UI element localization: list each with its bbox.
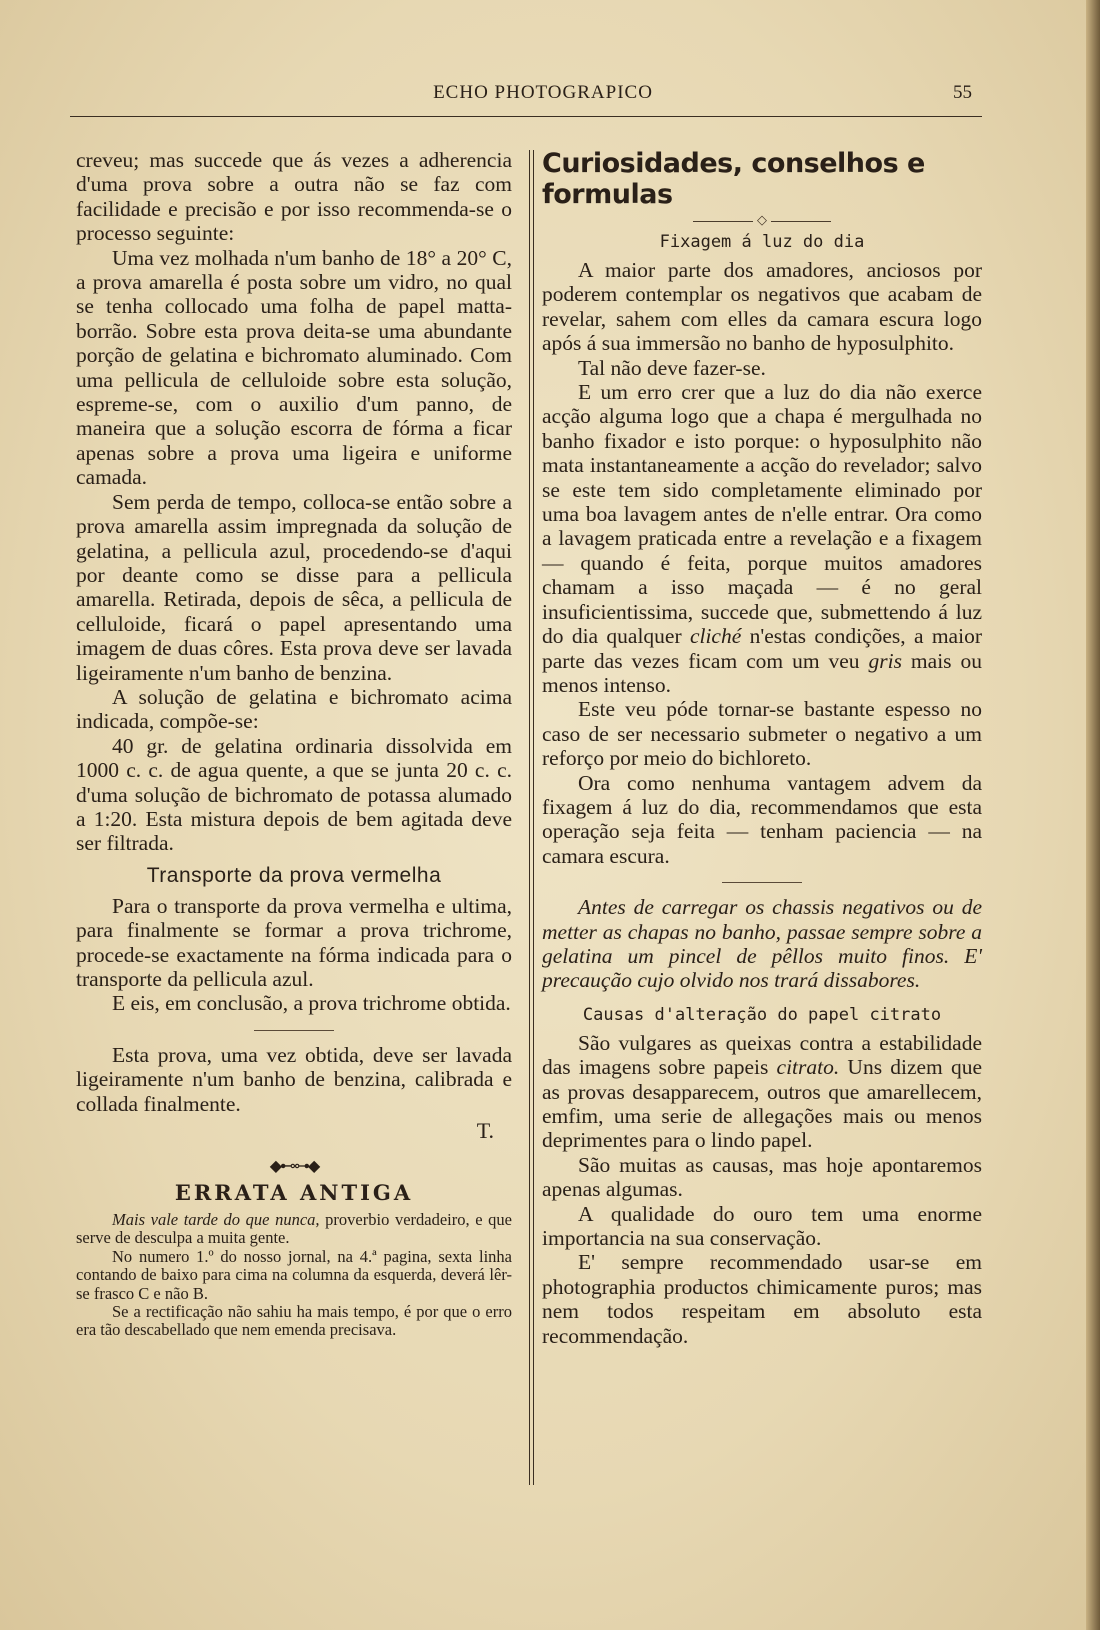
paragraph: creveu; mas succede que ás vezes a adherencia d'uma prova sobre a outra não se faz com facilidade e precisão e por isso recommenda-se o processo seguinte: [76,148,512,246]
paragraph: Sem perda de tempo, colloca-se então sobre a prova amarella assim impregnada da solução de gelatina, a pellicula azul, procedendo-se d'aqui por deante como se disse para a pellicula amarella. Retirada, depois de sêca, a pellicula de celluloide, ficará o papel apresentando uma imagem de duas côres. Esta prova deve ser lavada ligeiramente n'um banho de benzina. [76,489,512,685]
paragraph: Tal não deve fazer-se. [578,355,766,380]
italic-term: gris [868,648,902,673]
right-column [542,148,982,1348]
text-run: Uns dizem que as provas desapparecem, outros que amarellecem, emfim, uma serie de allegações mais ou menos deprimentes para o lindo papel. [542,1055,983,1153]
separator-rule [254,1030,334,1031]
subheading: Transporte da prova vermelha [146,863,442,887]
text-run: São vulgares as queixas contra a estabilidade das imagens sobre papeis [542,1030,982,1080]
page-edge-shadow [1086,0,1100,1630]
errata-text: proverbio verdadeiro, e que serve de desculpa a muita gente. [76,1210,512,1248]
italic-term: cliché [689,624,742,649]
paragraph: E' sempre recommendado usar-se em photographia productos chimicamente puros; mas nem todos respeitam em absoluto esta recommendação. [542,1250,982,1348]
errata-proverb: Mais vale tarde do que nunca, [112,1210,320,1230]
text-run: E um erro crer que a luz do dia não exerce acção alguma logo que a chapa é mergulhada no banho fixador e isto porque: o hyposulphito não mata instantaneamente a acção do revelador; salvo se este tem sido completamente eliminado por uma boa lavagem antes de n'elle entrar. Ora como a lavagem praticada entre a revelação e a fixagem — quando é feita, porque muitos amadores chamam a isso maçada — é no geral insuficientissima, succede que, submettendo á luz do dia qualquer [542,380,982,649]
paragraph: São muitas as causas, mas hoje apontaremos apenas algumas. [542,1152,982,1202]
errata-paragraph: Se a rectificação não sahiu ha mais tempo, é por que o erro era tão descabellado que nem emenda precisava. [76,1302,512,1340]
paragraph: 40 gr. de gelatina ordinaria dissolvida em 1000 c. c. de agua quente, a que se junta 20 c. c. d'uma solução de bichromato de potassa alumado a 1:20. Esta mistura depois de bem agitada deve ser filtrada. [76,733,512,856]
paragraph: A solução de gelatina e bichromato acima indicada, compõe-se: [76,684,512,734]
italic-term: citrato. [776,1055,840,1080]
paragraph: Para o transporte da prova vermelha e ultima, para finalmente se formar a prova trichrome, procede-se exactamente na fórma indicada para o transporte da pellicula azul. [76,893,512,991]
paragraph: Esta prova, uma vez obtida, deve ser lavada ligeiramente n'um banho de benzina, calibrada e collada finalmente. [76,1042,512,1116]
left-column [76,148,512,1340]
errata-paragraph: No numero 1.º do nosso jornal, na 4.ª pagina, sexta linha contando de baixo para cima na columna da esquerda, deverá lêr-se frasco C e não B. [76,1246,512,1303]
paragraph [542,380,982,697]
paragraph: Ora como nenhuma vantagem advem da fixagem á luz do dia, recommendamos que esta operação seja feita — tenham paciencia — na camara escura. [542,770,982,868]
paragraph: Uma vez molhada n'um banho de 18° a 20° C, a prova amarella é posta sobre um vidro, no qual se tenha collocado uma folha de papel matta-borrão. Sobre esta prova deita-se uma abundante porção de gelatina e bichromato aluminado. Com uma pellicula de celluloide sobre esta solução, espreme-se, com o auxilio d'um panno, de maneira que a solução escorra de fórma a ficar apenas sobre a prova uma ligeira e uniforme camada. [76,245,512,490]
paragraph: A qualidade do ouro tem uma enorme importancia na sua conservação. [542,1201,982,1251]
errata-title: ERRATA ANTIGA [174,1180,414,1206]
text-run: n'estas condições, a maior parte das vezes ficam com um veu [542,624,982,673]
page-header [78,82,978,108]
column-divider [529,150,534,1485]
subheading: Causas d'alteração do papel citrato [582,1004,942,1025]
paragraph [542,1031,982,1153]
ornament-divider: ◆⊷⊶◆ [269,1158,319,1176]
signature: T. [476,1118,494,1144]
paragraph: A maior parte dos amadores, anciosos por poderem contemplar os negativos que acabam de revelar, sahem com elles da camara escura logo após á sua immersão no banho de hyposulphito. [542,258,982,356]
page-number: 55 [953,82,972,103]
diamond-divider [542,212,982,228]
text-run: mais ou menos intenso. [542,648,982,697]
section-title: Curiosidades, conselhos e formulas [542,148,925,210]
subheading: Fixagem á luz do dia [659,232,865,252]
paragraph: E eis, em conclusão, a prova trichrome obtida. [112,991,511,1016]
diamond-glyph: ◇ [757,212,767,227]
italic-note: Antes de carregar os chassis negativos ou de metter as chapas no banho, passae sempre sobre a gelatina um pincel de pêllos muito finos. E' precaução cujo olvido nos trará dissabores. [542,895,982,993]
separator-rule [722,882,802,883]
errata-paragraph [76,1211,512,1248]
header-rule [70,116,982,117]
running-title: ECHO PHOTOGRAPICO [433,82,653,103]
paragraph: Este veu póde tornar-se bastante espesso no caso de ser necessario submeter o negativo a um reforço por meio do bichloreto. [542,697,982,771]
